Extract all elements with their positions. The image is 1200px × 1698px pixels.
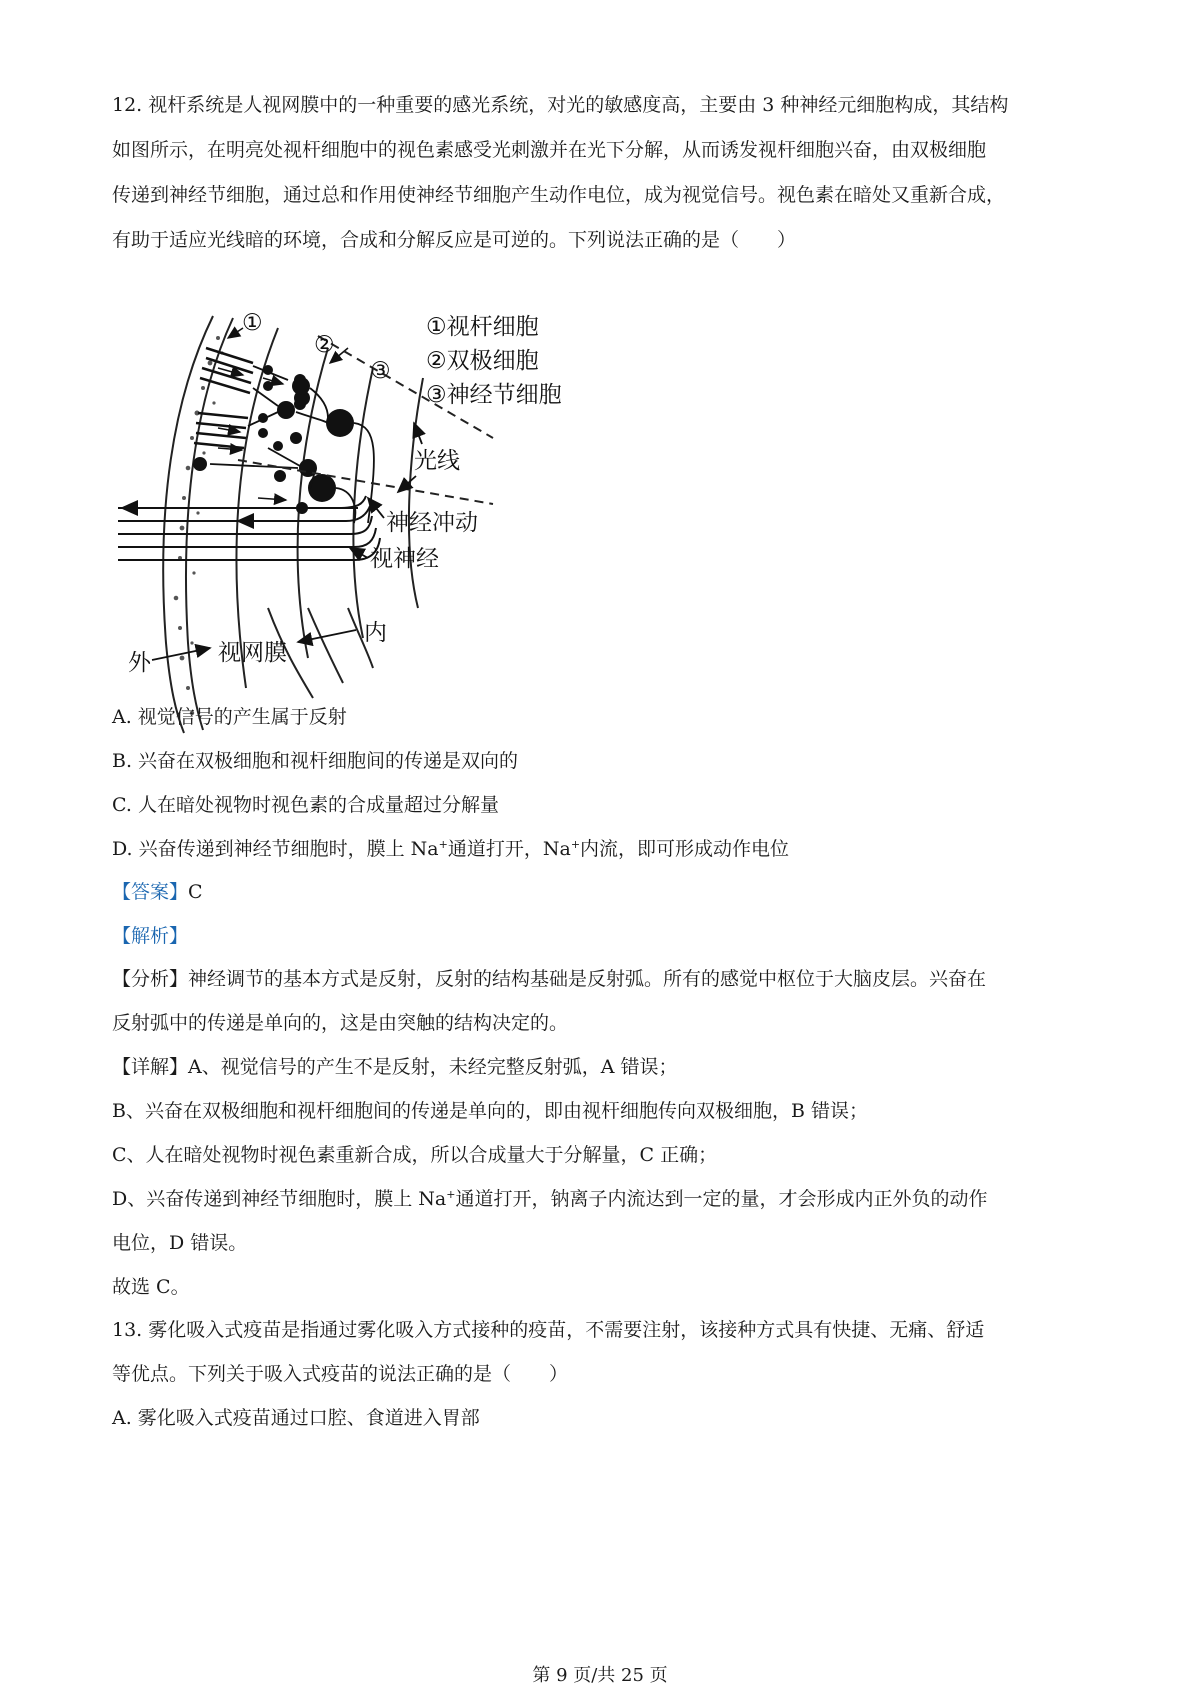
option-d-text: 内流，即可形成动作电位 [580, 838, 790, 860]
answer-value: C [188, 881, 203, 903]
detail-d [112, 1184, 987, 1214]
detail-c: C、人在暗处视物时视色素重新合成，所以合成量大于分解量，C 正确； [112, 1144, 718, 1166]
marker-2: ② [314, 332, 335, 358]
ganglion-cells [308, 409, 354, 502]
q13-stem-line: 等优点。下列关于吸入式疫苗的说法正确的是（ ） [112, 1363, 569, 1385]
option-b: B. 兴奋在双极细胞和视杆细胞间的传递是双向的 [112, 750, 519, 772]
option-d-text: 通道打开，Na [447, 838, 571, 860]
pigment-dots [174, 336, 224, 715]
superscript-plus: + [446, 1188, 456, 1201]
detail-a: 【详解】A、视觉信号的产生不是反射，未经完整反射弧，A 错误； [112, 1056, 678, 1078]
label-impulse: 神经冲动 [386, 510, 478, 536]
detail-d-text: 通道打开，钠离子内流达到一定的量，才会形成内正外负的动作 [455, 1188, 988, 1210]
page-footer: 第 9 页/共 25 页 [532, 1665, 668, 1686]
label-inner: 内 [364, 620, 387, 646]
answer-line [112, 877, 203, 907]
legend-ganglion: ③神经节细胞 [426, 382, 562, 408]
answer-label: 【答案】 [112, 881, 189, 903]
bipolar-cells [277, 377, 317, 477]
detail-d-text: D、兴奋传递到神经节细胞时，膜上 Na [112, 1188, 447, 1210]
label-outer: 外 [128, 650, 151, 676]
option-a: A. 视觉信号的产生属于反射 [112, 706, 347, 728]
retina-diagram-svg [118, 308, 678, 740]
detail-b: B、兴奋在双极细胞和视杆细胞间的传递是单向的，即由视杆细胞传向双极细胞，B 错误； [112, 1100, 868, 1122]
marker-3: ③ [370, 358, 391, 384]
superscript-plus: + [438, 838, 448, 851]
rod-cells [194, 348, 253, 448]
q12-stem-line: 如图所示，在明亮处视杆细胞中的视色素感受光刺激并在光下分解，从而诱发视杆细胞兴奋，由双极细胞 [112, 139, 987, 161]
legend-bipolar: ②双极细胞 [426, 348, 539, 374]
q12-stem-line: 传递到神经节细胞，通过总和作用使神经节细胞产生动作电位，成为视觉信号。视色素在暗处又重新合成， [112, 184, 1006, 206]
legend-rod: ①视杆细胞 [426, 314, 539, 340]
conclusion: 故选 C。 [112, 1276, 190, 1298]
option-d-text: D. 兴奋传递到神经节细胞时，膜上 Na [112, 838, 439, 860]
label-retina: 视网膜 [218, 640, 287, 666]
q12-stem-line: 有助于适应光线暗的环境，合成和分解反应是可逆的。下列说法正确的是（ ） [112, 229, 797, 251]
optic-nerve-fibers [118, 496, 380, 560]
q13-option-a: A. 雾化吸入式疫苗通过口腔、食道进入胃部 [112, 1407, 480, 1429]
option-c: C. 人在暗处视物时视色素的合成量超过分解量 [112, 794, 499, 816]
q13-stem-line: 13. 雾化吸入式疫苗是指通过雾化吸入方式接种的疫苗，不需要注射，该接种方式具有快捷、无痛、舒适 [112, 1319, 985, 1341]
analysis-line: 反射弧中的传递是单向的，这是由突触的结构决定的。 [112, 1012, 569, 1034]
retina-diagram [118, 308, 678, 740]
analysis-line: 【分析】神经调节的基本方式是反射，反射的结构基础是反射弧。所有的感觉中枢位于大脑皮层。兴奋在 [112, 968, 987, 990]
detail-d-cont: 电位，D 错误。 [112, 1232, 248, 1254]
label-light: 光线 [414, 448, 460, 474]
marker-1: ① [242, 310, 263, 336]
option-d [112, 834, 789, 864]
analysis-label: 【解析】 [112, 925, 189, 947]
q12-stem-line: 12. 视杆系统是人视网膜中的一种重要的感光系统，对光的敏感度高，主要由 3 种神经元细胞构成，其结构 [112, 94, 1009, 116]
label-optic-nerve: 视神经 [370, 546, 439, 572]
superscript-plus: + [570, 838, 581, 851]
